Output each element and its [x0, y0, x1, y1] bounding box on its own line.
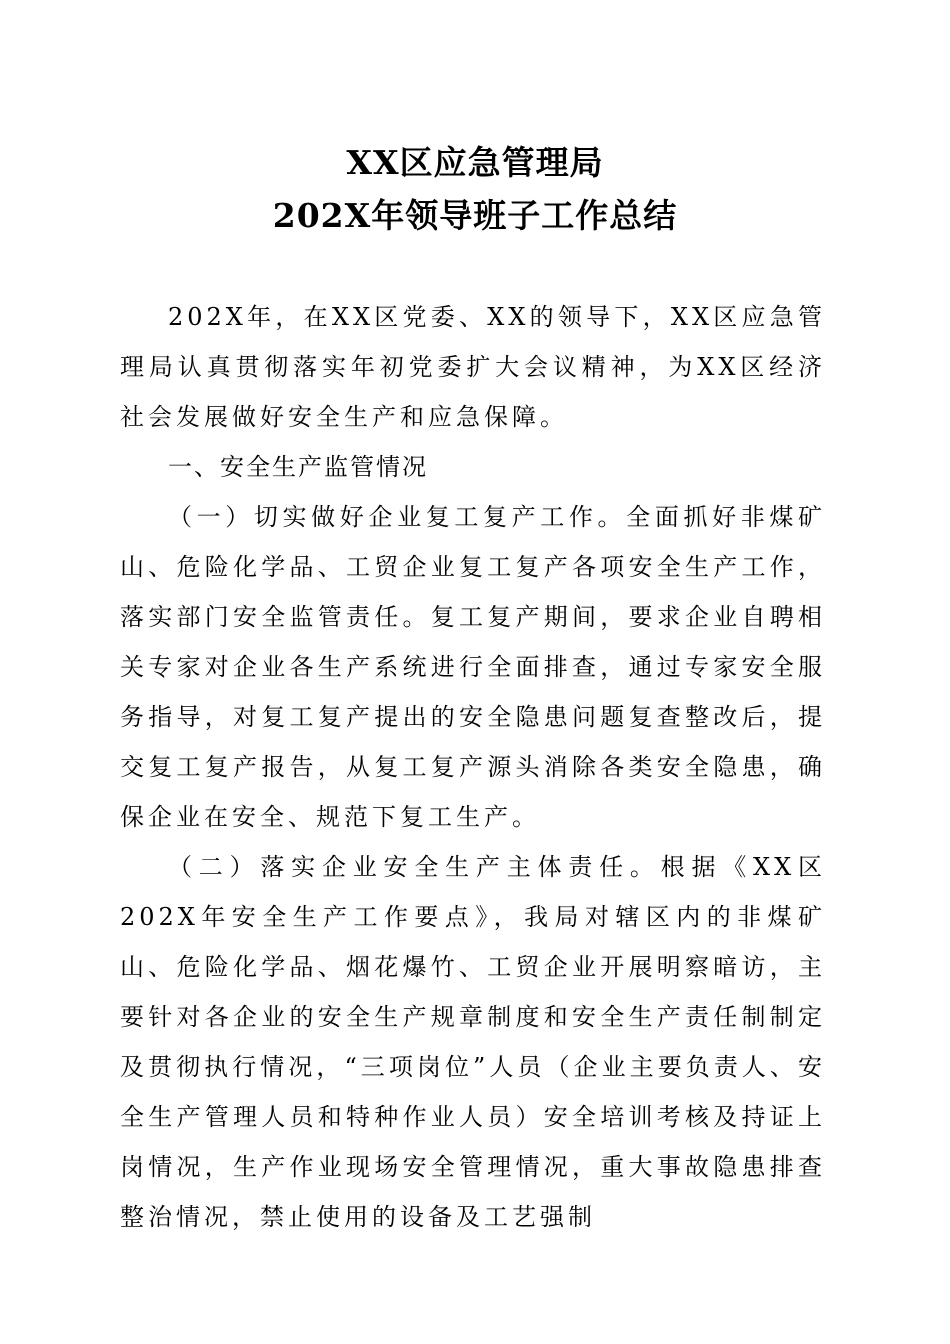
section-heading-safety-supervision: 一、安全生产监管情况 — [168, 453, 428, 481]
document-body — [120, 292, 826, 1242]
document-title — [0, 136, 950, 242]
section-item-enterprise-responsibility: （二）落实企业安全生产主体责任。根据《XX区202X年安全生产工作要点》，我局对辖区内的非煤矿山、危险化学品、烟花爆竹、工贸企业开展明察暗访，主要针对各企业的安全生产规章制度和安全生产责任制制定及贯彻执行情况，“三项岗位”人员（企业主要负责人、安全生产管理人员和特种作业人员）安全培训考核及持证上岗情况，生产作业现场安全管理情况，重大事故隐患排查整治情况，禁止使用的设备及工艺强制 — [120, 853, 826, 1231]
title-line-organization: XX区应急管理局 — [346, 143, 604, 182]
intro-paragraph: 202X年，在XX区党委、XX的领导下，XX区应急管理局认真贯彻落实年初党委扩大会议精神，为XX区经济社会发展做好安全生产和应急保障。 — [120, 303, 826, 431]
section-item-resume-production: （一）切实做好企业复工复产工作。全面抓好非煤矿山、危险化学品、工贸企业复工复产各项安全生产工作，落实部门安全监管责任。复工复产期间，要求企业自聘相关专家对企业各生产系统进行全面排查，通过专家安全服务指导，对复工复产提出的安全隐患问题复查整改后，提交复工复产报告，从复工复产源头消除各类安全隐患，确保企业在安全、规范下复工生产。 — [120, 503, 826, 831]
title-line-report-name: 202X年领导班子工作总结 — [272, 196, 678, 235]
